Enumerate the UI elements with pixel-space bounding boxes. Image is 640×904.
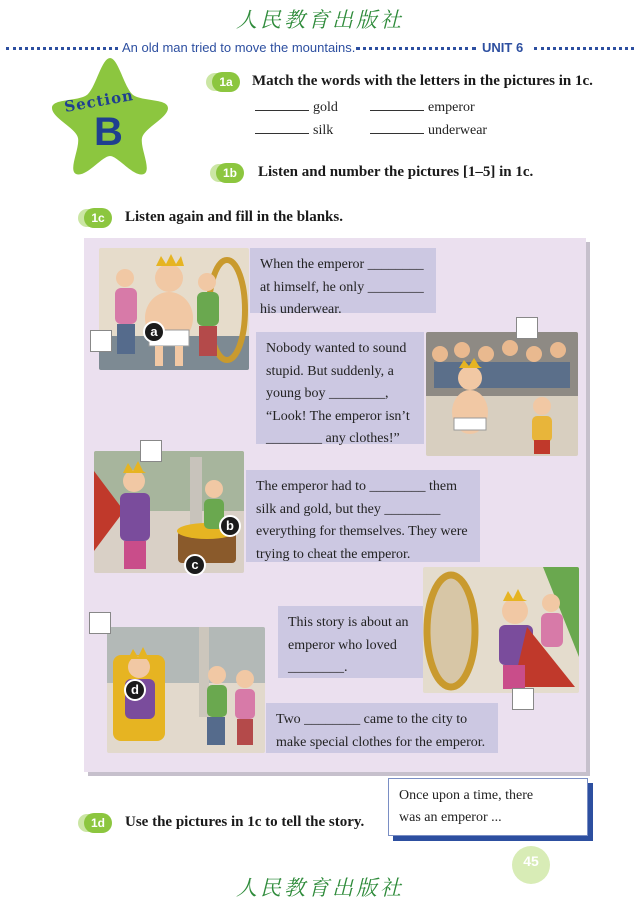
match-item-gold[interactable]: gold [255,100,338,116]
section-word: Section [62,86,136,116]
exercise-1b-instruction: Listen and number the pictures [1–5] in 1c. [258,164,534,180]
exercise-1c-instruction: Listen again and fill in the blanks. [125,209,343,225]
publisher-logo-bottom: 人民教育出版社 [236,876,404,900]
story-starter-box: Once upon a time, there was an emperor ... [388,778,588,836]
story-text-4: This story is about an emperor who loved ________. [278,606,423,678]
story-text-2: Nobody wanted to sound stupid. But suddenly, a young boy ________, “Look! The emperor isn’t ________ any clothes!” [256,332,424,444]
publisher-logo-top: 人民教育出版社 [236,8,404,32]
match-item-underwear[interactable]: underwear [370,123,487,139]
number-box-4[interactable] [512,688,534,710]
unit-label: UNIT 6 [482,40,524,55]
picture-label-d: d [124,679,146,701]
picture-emperor-treasure [94,451,244,573]
dotted-rule-right [534,47,634,50]
page-number: 45 [512,846,550,884]
exercise-1a-tag: 1a [212,72,240,92]
number-box-5[interactable] [89,612,111,634]
picture-label-b: b [219,515,241,537]
number-box-3[interactable] [140,440,162,462]
exercise-1d-instruction: Use the pictures in 1c to tell the story. [125,814,365,830]
match-item-emperor[interactable]: emperor [370,100,475,116]
picture-emperor-mirror [423,567,579,693]
exercise-1d-tag: 1d [84,813,112,833]
dotted-rule-left [6,47,118,50]
exercise-1a-instruction: Match the words with the letters in the pictures in 1c. [252,73,593,89]
exercise-1c-tag: 1c [84,208,112,228]
section-letter: B [94,110,123,154]
exercise-1b-tag: 1b [216,163,244,183]
number-box-2[interactable] [516,317,538,339]
picture-label-a: a [143,321,165,343]
picture-label-c: c [184,554,206,576]
picture-crowd-parade [426,332,578,456]
story-text-5: Two ________ came to the city to make special clothes for the emperor. [266,703,498,753]
unit-title: An old man tried to move the mountains. [122,40,356,55]
dotted-rule-middle [356,47,476,50]
story-text-3: The emperor had to ________ them silk and gold, but they ________ everything for themselves. They were trying to cheat the emperor. [246,470,480,562]
match-item-silk[interactable]: silk [255,123,333,139]
number-box-1[interactable] [90,330,112,352]
picture-emperor-underwear [99,248,249,370]
story-text-1: When the emperor ________ at himself, he only ________ his underwear. [250,248,436,313]
